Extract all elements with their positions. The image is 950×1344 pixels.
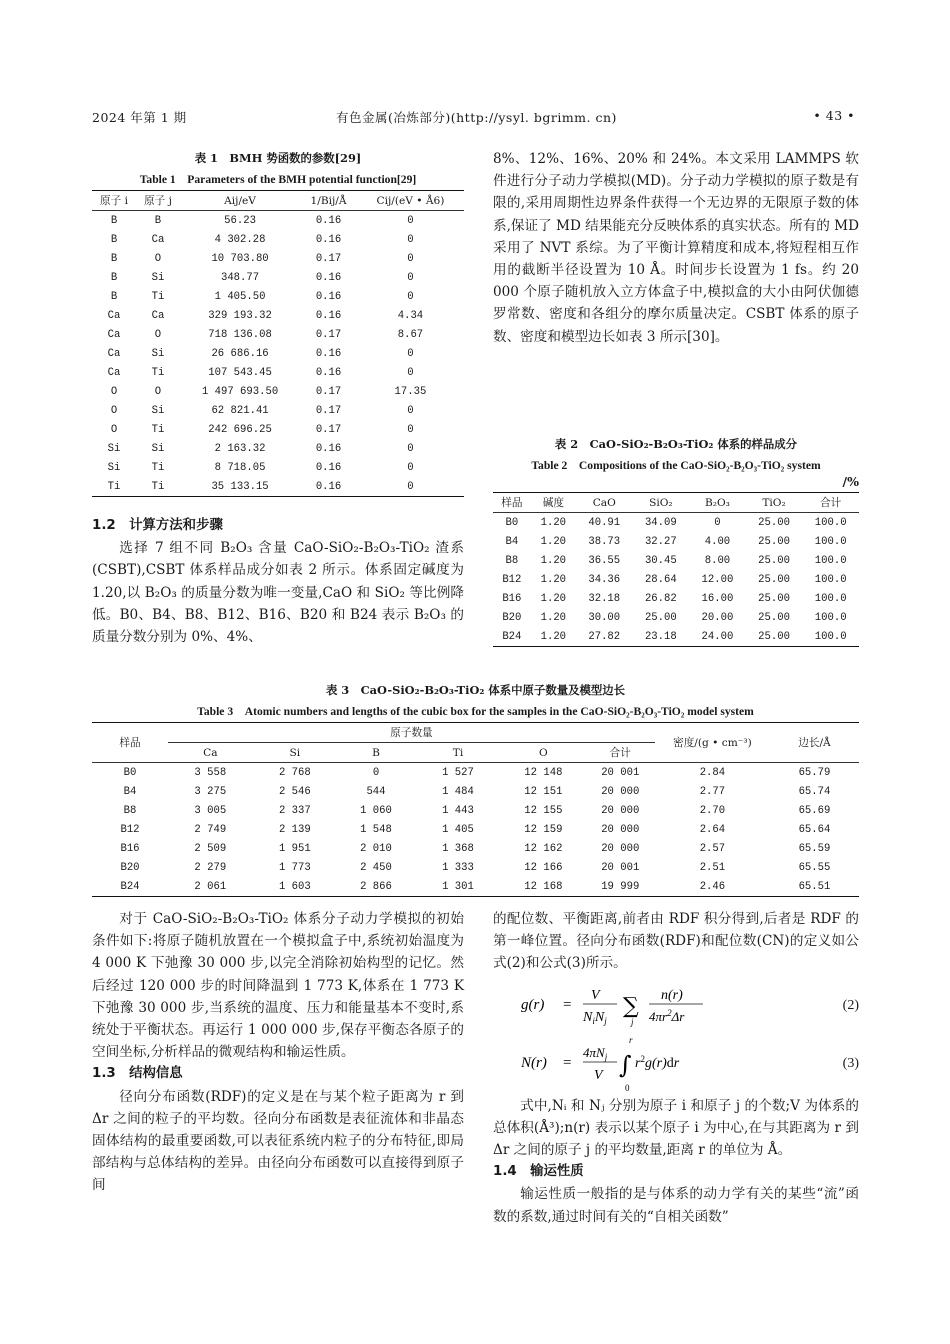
equation-3-number: (3) — [842, 1055, 859, 1071]
lower-left-column — [92, 908, 464, 1197]
table-row — [92, 249, 464, 268]
table1-cell: O — [110, 423, 118, 436]
table1-cell: Ti — [151, 423, 165, 436]
table3-cell: B16 — [120, 842, 140, 855]
table3-cell: 3 005 — [194, 804, 227, 817]
table2-header-6: 合计 — [820, 497, 842, 509]
table-row — [92, 268, 464, 287]
table2-cell: 34.09 — [644, 516, 677, 529]
table3-header-density: 密度/(g • cm⁻³) — [655, 723, 770, 763]
equation-2 — [493, 979, 859, 1031]
table1-cell: Si — [107, 442, 121, 455]
table-row — [92, 858, 859, 877]
table-row — [92, 458, 464, 477]
table3-caption-cn: 表 3 CaO-SiO₂-B₂O₃-TiO₂ 体系中原子数量及模型边长 — [325, 683, 626, 697]
table1-cell: B — [110, 252, 118, 265]
table3-cell: 65.59 — [798, 842, 831, 855]
table3-cell: 12 155 — [524, 804, 563, 817]
table1-cell: B — [110, 214, 118, 227]
table-row — [493, 570, 859, 589]
table1-cell: 0 — [407, 214, 414, 227]
table3-cell: 1 060 — [360, 804, 392, 817]
section-1-2-continued — [493, 148, 859, 348]
table3-cell: 20 001 — [601, 766, 640, 779]
svg-text:V: V — [594, 1067, 603, 1083]
table3-cell: 2 061 — [194, 880, 227, 893]
equation-symbols-para: 式中,Nᵢ 和 Nⱼ 分别为原子 i 和原子 j 的个数;V 为体系的总体积(Å³);n(r) 表示以某个原子 i 为中心,在与其距离为 r 到 Δr 之间的原子 j 的平均数量,距离 r 的单位为 Å。 — [493, 1097, 859, 1159]
table3-block — [92, 682, 859, 897]
equation-2-number: (2) — [842, 997, 859, 1013]
table1-cell: 0 — [407, 423, 414, 436]
table2-cell: 1.20 — [540, 573, 567, 586]
table3-header-atom-count: 原子数量 — [168, 723, 655, 743]
table3-cell: 2 749 — [194, 823, 227, 836]
table1-cell: 0.16 — [315, 214, 342, 227]
table2-header-1: 碱度 — [542, 497, 564, 509]
table1-cell: 0.16 — [315, 233, 342, 246]
table2-cell: 1.20 — [540, 630, 567, 643]
table3-subheader-5: 合计 — [609, 747, 631, 759]
table3-cell: 2 279 — [194, 861, 227, 874]
table2-cell: 100.0 — [814, 535, 847, 548]
table3-cell: 12 159 — [524, 823, 563, 836]
table2-cell: 1.20 — [540, 611, 567, 624]
equation-3 — [493, 1035, 859, 1095]
header-page-number: • 43 • — [813, 108, 855, 123]
table1-cell: 26 686.16 — [211, 347, 269, 360]
table2-cell: 16.00 — [701, 592, 734, 605]
table1-cell: 0 — [407, 404, 414, 417]
table2-cell: 25.00 — [758, 592, 790, 605]
table1-cell: 62 821.41 — [211, 404, 269, 417]
table3-cell: 2 010 — [360, 842, 392, 855]
table2-cell: 100.0 — [814, 630, 847, 643]
table3-cell: B20 — [120, 861, 140, 874]
table2-cell: 100.0 — [814, 573, 847, 586]
table2-cell: 40.91 — [588, 516, 621, 529]
table2-cell: 30.45 — [644, 554, 677, 567]
table1-cell: 0.16 — [315, 347, 342, 360]
section-1-4-para: 输运性质一般指的是与体系的动力学有关的某些“流”函数的系数,通过时间有关的“自相关函数” — [493, 1186, 859, 1225]
table1-cell: 0 — [407, 347, 414, 360]
table3-subheader-2: B — [372, 746, 380, 759]
svg-text:n(r): n(r) — [661, 987, 683, 1003]
table-row — [92, 325, 464, 344]
table3-cell: 2.84 — [699, 766, 726, 779]
table2-cell: 34.36 — [588, 573, 621, 586]
svg-text:r: r — [629, 1034, 633, 1045]
section-1-2-title: 1.2 计算方法和步骤 — [92, 518, 223, 533]
table2-cell: B16 — [502, 592, 522, 605]
table3-cell: 65.69 — [798, 804, 831, 817]
table3-cell: 2.64 — [699, 823, 726, 836]
table-row — [92, 877, 859, 897]
table1-cell: Ca — [151, 309, 165, 322]
table1-cell: 8.67 — [397, 328, 424, 341]
table2-cell: 1.20 — [540, 535, 567, 548]
table1-cell: 0 — [407, 366, 414, 379]
table1-cell: Si — [107, 461, 121, 474]
table2-header-3: SiO₂ — [649, 496, 673, 509]
table2-cell: 25.00 — [758, 611, 790, 624]
table1-body — [92, 211, 464, 497]
table2-cell: 100.0 — [814, 516, 847, 529]
table-row — [92, 211, 464, 231]
table-row — [92, 782, 859, 801]
table1-header-2: Aij/eV — [224, 194, 256, 207]
table1-cell: 107 543.45 — [208, 366, 272, 379]
table3-cell: 1 527 — [442, 766, 474, 779]
table1-cell: 1 497 693.50 — [201, 385, 279, 398]
table3-cell: 1 368 — [442, 842, 474, 855]
table3-subheader-1: Si — [289, 746, 301, 759]
table-row — [92, 439, 464, 458]
table1-cell: Ca — [107, 309, 121, 322]
table1-cell: 348.77 — [220, 271, 260, 284]
table-row — [493, 627, 859, 647]
table2-cell: 24.00 — [701, 630, 734, 643]
table3-cell: 2 768 — [278, 766, 311, 779]
table-row — [493, 608, 859, 627]
table2-body — [493, 513, 859, 647]
table2-cell: 0 — [714, 516, 721, 529]
table1-cell: Ca — [107, 347, 121, 360]
table1-cell: Si — [151, 271, 165, 284]
table1-header-row — [92, 191, 464, 211]
table3-caption-en: Table 3 Atomic numbers and lengths of the cubic box for the samples in the CaO-SiO₂-B₂O₃-TiO₂ model system — [197, 705, 754, 718]
table3-cell: 544 — [366, 785, 386, 798]
table3-subheader-0: Ca — [203, 746, 218, 759]
table1-cell: 0 — [407, 442, 414, 455]
table3-cell: 1 443 — [442, 804, 474, 817]
table3-cell: 1 951 — [278, 842, 311, 855]
table3-body — [92, 763, 859, 897]
svg-text:∑: ∑ — [623, 993, 639, 1019]
equation-3-formula — [521, 1035, 821, 1095]
table-row — [92, 477, 464, 497]
table1-cell: B — [110, 233, 118, 246]
table1-cell: 329 193.32 — [208, 309, 272, 322]
table-row — [493, 589, 859, 608]
table1-cell: 0 — [407, 233, 414, 246]
table1-cell: 242 696.25 — [208, 423, 272, 436]
table3-cell: 65.64 — [798, 823, 831, 836]
table2-cell: 25.00 — [758, 535, 790, 548]
table3-cell: 12 151 — [524, 785, 563, 798]
table3-cell: 1 773 — [278, 861, 311, 874]
table3-cell: 1 484 — [442, 785, 474, 798]
section-1-2-para-right: 8%、12%、16%、20% 和 24%。本文采用 LAMMPS 软件进行分子动力学模拟(MD)。分子动力学模拟的原子数是有限的,采用周期性边界条件获得一个无边界的无限原子数的体系,保证了 MD 结果能充分反映体系的真实状态。所有的 MD 采用了 NVT 系综。为了平衡计算精度和成本,将短程相互作用的截断半径设置为 10 Å。时间步长设置为 1 fs。约 20 000 个原子随机放入立方体盒子中,模拟盒的大小由阿伏伽德罗常数、密度和各组分的摩尔质量决定。CSBT 体系的原子数、密度和模型边长如表 3 所示[30]。 — [493, 151, 859, 345]
table1-cell: 0.17 — [315, 423, 342, 436]
table2-cell: 25.00 — [758, 554, 790, 567]
table2-cell: 1.20 — [540, 592, 567, 605]
table3-cell: 12 166 — [524, 861, 563, 874]
table1-cell: 56.23 — [224, 214, 256, 227]
table1-cell: 1 405.50 — [214, 290, 266, 303]
table1-cell: 0 — [407, 271, 414, 284]
table1-cell: 0.17 — [315, 252, 342, 265]
table2-cell: 26.82 — [644, 592, 677, 605]
svg-text:=: = — [563, 996, 572, 1013]
table2-cell: 32.27 — [644, 535, 677, 548]
table1-cell: 0.17 — [315, 385, 342, 398]
table3-cell: 1 548 — [360, 823, 392, 836]
table1-cell: 0.16 — [315, 442, 342, 455]
table1-cell: 0.16 — [315, 271, 342, 284]
table3-cell: 2.77 — [699, 785, 726, 798]
table1-cell: O — [154, 252, 162, 265]
table-row — [92, 820, 859, 839]
table1-cell: 0.16 — [315, 309, 342, 322]
table2-cell: 100.0 — [814, 592, 847, 605]
table-row — [92, 763, 859, 783]
table2-cell: 100.0 — [814, 554, 847, 567]
svg-text:j: j — [631, 1016, 634, 1027]
table1-cell: B — [110, 271, 118, 284]
table2-header-4: B₂O₃ — [704, 496, 730, 509]
equation-2-formula — [521, 979, 821, 1031]
table-row — [92, 839, 859, 858]
table1-block — [92, 150, 464, 497]
table2-cell: 32.18 — [588, 592, 621, 605]
table1-cell: Ti — [107, 480, 121, 493]
table1-cell: 35 133.15 — [211, 480, 269, 493]
table3-cell: 3 275 — [194, 785, 227, 798]
table2-cell: 25.00 — [644, 611, 677, 624]
table1-header-0: 原子 i — [100, 195, 128, 207]
table2-cell: 38.73 — [588, 535, 621, 548]
table3-cell: 2 139 — [278, 823, 311, 836]
table1-cell: 0.16 — [315, 480, 342, 493]
table2-block — [493, 436, 859, 647]
md-initial-conditions-para: 对于 CaO-SiO₂-B₂O₃-TiO₂ 体系分子动力学模拟的初始条件如下:将原子随机放置在一个模拟盒子中,系统初始温度为 4 000 K 下弛豫 30 000 步,以完全消除初始构型的记忆。然后经过 120 000 步的时间降温到 1 773 K,体系在 1 773 K 下弛豫 30 000 步,当系统的温度、压力和能量基本不变时,系统处于平衡状态。再运行 1 000 000 步,保存平衡态各原子的空间坐标,分析样品的微观结构和输运性质。 — [92, 911, 464, 1061]
table-row — [92, 287, 464, 306]
table1-cell: 2 163.32 — [214, 442, 266, 455]
table2-header-0: 样品 — [501, 497, 523, 509]
table1-cell: O — [154, 328, 162, 341]
section-1-3-para: 径向分布函数(RDF)的定义是在与某个粒子距离为 r 到 Δr 之间的粒子的平均数。径向分布函数是表征流体和非晶态固体结构的最重要函数,可以表征系统内粒子的分布特征,即局部结构与总体结构的差异。由径向分布函数可以直接得到原子间 — [92, 1088, 464, 1194]
table1-cell: Ti — [151, 480, 165, 493]
table3-cell: 1 301 — [442, 880, 474, 893]
table1-cell: O — [110, 385, 118, 398]
table3-cell: 2.46 — [699, 880, 726, 893]
svg-text:N(r): N(r) — [521, 1054, 547, 1071]
table2-cell: 25.00 — [758, 516, 790, 529]
table2-cell: 20.00 — [701, 611, 734, 624]
table3-cell: 20 001 — [601, 861, 640, 874]
table1-cell: B — [154, 214, 162, 227]
table1-cell: 0.16 — [315, 366, 342, 379]
table3-cell: B12 — [120, 823, 140, 836]
table3-cell: 65.55 — [798, 861, 831, 874]
table2-caption-cn: 表 2 CaO-SiO₂-B₂O₃-TiO₂ 体系的样品成分 — [554, 437, 798, 451]
table2-cell: B12 — [502, 573, 522, 586]
table2-cell: 27.82 — [588, 630, 621, 643]
table3 — [92, 722, 859, 897]
section-1-4-title: 1.4 输运性质 — [493, 1164, 584, 1180]
table1-cell: Ti — [151, 290, 165, 303]
svg-text:r2g(r)dr: $r^2g(r)dr$ — [635, 1053, 680, 1071]
table1-cell: Ti — [151, 366, 165, 379]
table3-subheader-3: Ti — [452, 746, 464, 759]
section-1-2-para: 选择 7 组不同 B₂O₃ 含量 CaO-SiO₂-B₂O₃-TiO₂ 渣系(CSBT),CSBT 体系样品成分如表 2 所示。体系固定碱度为 1.20,以 B₂O₃ 的质量分数为唯一变量,CaO 和 SiO₂ 等比例降低。B0、B4、B8、B12、B16、B20 和 B24 表示 B₂O₃ 的质量分数分别为 0%、4%、 — [92, 540, 464, 646]
table2-cell: 25.00 — [758, 630, 790, 643]
table1-cell: Ca — [107, 328, 121, 341]
table3-header-length: 边长/Å — [770, 723, 859, 763]
table2-cell: 4.00 — [704, 535, 731, 548]
table1-cell: 0.16 — [315, 461, 342, 474]
header-journal-issue: 2024 年第 1 期 — [92, 110, 187, 125]
table3-cell: 19 999 — [601, 880, 640, 893]
table3-cell: 1 333 — [442, 861, 474, 874]
table3-header-sample: 样品 — [92, 723, 168, 763]
table2-cell: 1.20 — [540, 554, 567, 567]
table2-header-5: TiO₂ — [762, 496, 786, 509]
table1-header-1: 原子 j — [144, 195, 172, 207]
table3-cell: 2.70 — [699, 804, 726, 817]
table2-header-row — [493, 493, 859, 513]
table3-cell: 1 405 — [442, 823, 474, 836]
table1-cell: Ca — [107, 366, 121, 379]
table3-cell: 2.51 — [699, 861, 726, 874]
table1-cell: 0 — [407, 480, 414, 493]
table-row — [92, 344, 464, 363]
table3-cell: 12 168 — [524, 880, 563, 893]
table-row — [92, 382, 464, 401]
table3-cell: B0 — [123, 766, 137, 779]
table2-cell: B20 — [502, 611, 522, 624]
table-row — [92, 230, 464, 249]
table1-cell: 8 718.05 — [214, 461, 266, 474]
table3-cell: 65.79 — [798, 766, 831, 779]
svg-text:=: = — [563, 1054, 572, 1071]
table2-cell: 25.00 — [758, 573, 790, 586]
lower-right-column — [493, 908, 859, 1228]
table1-cell: Ca — [151, 233, 165, 246]
table3-cell: B4 — [123, 785, 137, 798]
table2-cell: 23.18 — [644, 630, 677, 643]
table1-cell: B — [110, 290, 118, 303]
table-row — [493, 532, 859, 551]
table2-cell: 100.0 — [814, 611, 847, 624]
table3-subheader-4: O — [539, 746, 548, 759]
table2-cell: B8 — [505, 554, 519, 567]
table1-cell: O — [110, 404, 118, 417]
table-row — [92, 420, 464, 439]
header-journal-title: 有色金属(冶炼部分)(http://ysyl. bgrimm. cn) — [336, 110, 617, 125]
table2-caption-en: Table 2 Compositions of the CaO-SiO₂-B₂O₃-TiO₂ system — [531, 459, 821, 472]
table3-cell: 65.51 — [798, 880, 831, 893]
table1-cell: 4 302.28 — [214, 233, 266, 246]
table-row — [92, 306, 464, 325]
table1-caption-en: Table 1 Parameters of the BMH potential function[29] — [139, 173, 417, 186]
table2-cell: B24 — [502, 630, 522, 643]
section-1-2 — [92, 515, 464, 648]
svg-text:0: 0 — [625, 1082, 630, 1093]
table2-cell: 1.20 — [540, 516, 567, 529]
table1-cell: 0.16 — [315, 290, 342, 303]
table-row — [493, 513, 859, 533]
table2-cell: 36.55 — [588, 554, 621, 567]
table1-cell: Si — [151, 404, 165, 417]
table2-unit: /% — [842, 474, 859, 489]
svg-text:4πNj: $4\pi N_j$ — [583, 1044, 608, 1062]
table3-cell: 2.57 — [699, 842, 726, 855]
table-row — [92, 401, 464, 420]
table3-cell: 20 000 — [601, 804, 640, 817]
table3-cell: 20 000 — [601, 842, 640, 855]
svg-text:g(r): g(r) — [521, 996, 545, 1013]
table3-cell: B8 — [123, 804, 137, 817]
table2-cell: 28.64 — [644, 573, 677, 586]
table2-cell: B0 — [505, 516, 519, 529]
table3-cell: B24 — [120, 880, 140, 893]
table3-cell: 2 337 — [278, 804, 311, 817]
table1-cell: 0 — [407, 290, 414, 303]
table3-cell: 65.74 — [798, 785, 831, 798]
table3-cell: 20 000 — [601, 823, 640, 836]
table1-cell: Ti — [151, 461, 165, 474]
table2-cell: 8.00 — [704, 554, 731, 567]
table-row — [92, 801, 859, 820]
table3-cell: 2 866 — [360, 880, 392, 893]
table2 — [493, 492, 859, 647]
table2-cell: 30.00 — [588, 611, 621, 624]
table2-header-2: CaO — [592, 496, 616, 509]
table1-cell: Si — [151, 347, 165, 360]
table3-cell: 2 509 — [194, 842, 227, 855]
table3-cell: 3 558 — [194, 766, 227, 779]
table1-cell: O — [154, 385, 162, 398]
svg-text:V: V — [591, 987, 600, 1003]
rdf-cn-intro-para: 的配位数、平衡距离,前者由 RDF 积分得到,后者是 RDF 的第一峰位置。径向分布函数(RDF)和配位数(CN)的定义如公式(2)和公式(3)所示。 — [493, 911, 859, 972]
table3-cell: 12 148 — [524, 766, 563, 779]
table1-cell: 4.34 — [397, 309, 424, 322]
table3-cell: 20 000 — [601, 785, 640, 798]
section-1-3-title: 1.3 结构信息 — [92, 1066, 183, 1082]
svg-text:NiNj: $N_iN_j$ — [583, 1009, 607, 1026]
table3-cell: 2 450 — [360, 861, 392, 874]
table1-cell: 0 — [407, 252, 414, 265]
table1-cell: 0 — [407, 461, 414, 474]
table1-cell: 718 136.08 — [208, 328, 272, 341]
table1-header-4: Cij/(eV • Å6) — [376, 194, 445, 207]
table3-cell: 1 603 — [278, 880, 311, 893]
table3-cell: 12 162 — [524, 842, 563, 855]
svg-text:∫: ∫ — [619, 1050, 632, 1079]
table-row — [493, 551, 859, 570]
table1-cell: 0.17 — [315, 328, 342, 341]
table1-cell: 0.17 — [315, 404, 342, 417]
table2-cell: 12.00 — [701, 573, 734, 586]
svg-text:4πr2Δr: $4\pi r^2\Delta r$ — [649, 1007, 685, 1024]
table1-cell: Si — [151, 442, 165, 455]
table2-cell: B4 — [505, 535, 519, 548]
table1-cell: 10 703.80 — [211, 252, 269, 265]
table3-cell: 0 — [372, 766, 380, 779]
table1 — [92, 190, 464, 497]
table1-cell: 17.35 — [394, 385, 427, 398]
table1-header-3: 1/Bij/Å — [310, 194, 347, 207]
table3-cell: 2 546 — [278, 785, 311, 798]
table1-caption-cn: 表 1 BMH 势函数的参数[29] — [194, 151, 362, 165]
table-row — [92, 363, 464, 382]
